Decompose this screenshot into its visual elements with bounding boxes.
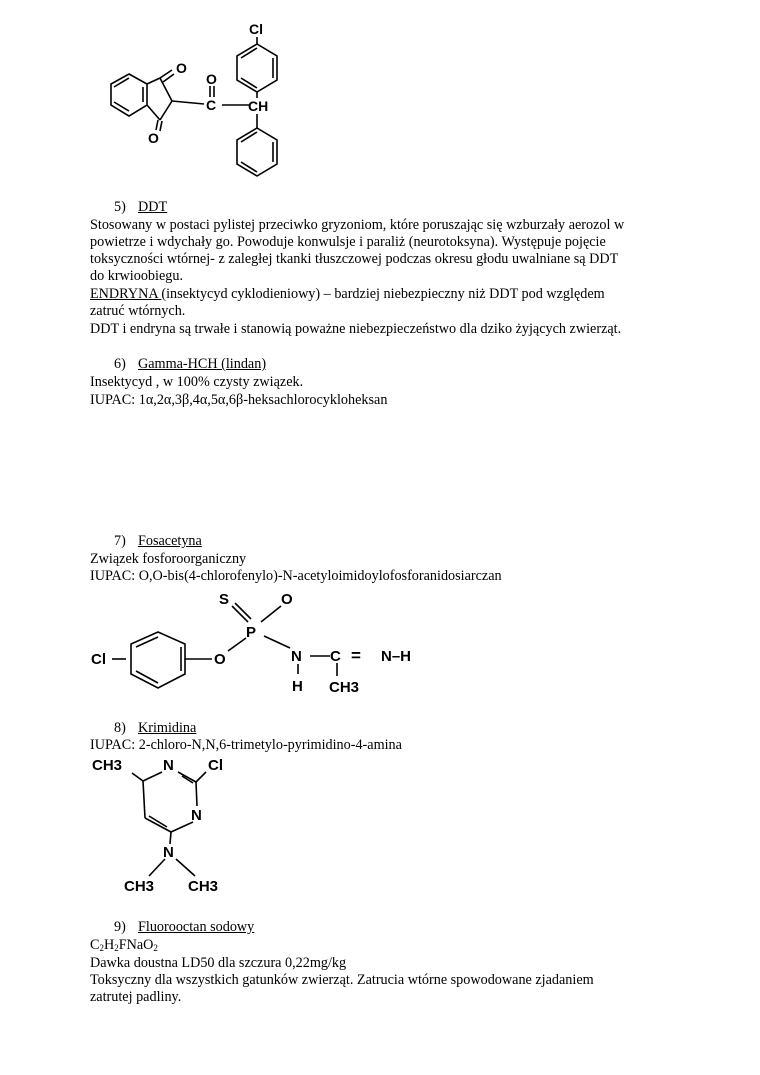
section-number: 8) bbox=[114, 720, 126, 736]
paragraph-line: do krwioobiegu. bbox=[90, 268, 183, 284]
atom-o-label: O bbox=[214, 651, 226, 668]
group-ch3-label: CH3 bbox=[92, 757, 123, 774]
atom-cl-label: Cl bbox=[208, 757, 223, 774]
section-number: 5) bbox=[114, 199, 126, 215]
double-bond-symbol: = bbox=[351, 646, 361, 665]
atom-o-label: O bbox=[281, 591, 293, 608]
atom-o-label: O bbox=[176, 60, 187, 76]
paragraph-line: Toksyczny dla wszystkich gatunków zwierząt. Zatrucia wtórne spowodowane zjadaniem bbox=[90, 972, 594, 988]
paragraph-line: zatruć wtórnych. bbox=[90, 303, 186, 319]
paragraph-line: IUPAC: 2-chloro-N,N,6-trimetylo-pyrimidino-4-amina bbox=[90, 737, 402, 753]
atom-c-label: C bbox=[206, 97, 217, 113]
section-title: Gamma-HCH (lindan) bbox=[138, 356, 267, 372]
section-heading-fluorooctan bbox=[114, 919, 254, 936]
paragraph-line: IUPAC: O,O-bis(4-chlorofenylo)-N-acetyloimidoylofosforanidosiarczan bbox=[90, 568, 502, 584]
chemical-formula: $C_2H_2FNaO_2$ bbox=[90, 937, 158, 953]
atom-s-label: S bbox=[219, 591, 230, 608]
group-ch3-label: CH3 bbox=[188, 878, 219, 895]
section-number: 7) bbox=[114, 533, 126, 549]
atom-n-label: N bbox=[291, 648, 302, 665]
section-title: DDT bbox=[138, 199, 168, 215]
atom-ch-label: CH bbox=[248, 98, 269, 114]
atom-n-label: N bbox=[191, 807, 202, 824]
section-heading-fosacetyna bbox=[114, 533, 202, 550]
paragraph-line: IUPAC: 1α,2α,3β,4α,5α,6β-heksachlorocykloheksan bbox=[90, 392, 388, 408]
paragraph-line bbox=[90, 286, 605, 303]
atom-n-label: N bbox=[163, 757, 174, 774]
paragraph-line: Insektycyd , w 100% czysty związek. bbox=[90, 374, 304, 390]
atom-p-label: P bbox=[246, 624, 257, 641]
section-number: 6) bbox=[114, 356, 126, 372]
atom-o-label: O bbox=[148, 130, 159, 146]
paragraph-line: Dawka doustna LD50 dla szczura 0,22mg/kg bbox=[90, 955, 347, 971]
atom-c-label: C bbox=[330, 648, 341, 665]
section-heading-lindan bbox=[114, 356, 266, 373]
atom-o-label: O bbox=[206, 71, 217, 87]
section-heading-ddt bbox=[114, 199, 167, 216]
group-ch3-label: CH3 bbox=[124, 878, 155, 895]
section-heading-krimidina bbox=[114, 720, 196, 737]
section-title: Fluorooctan sodowy bbox=[138, 919, 255, 935]
paragraph-line: powietrze i wdychały go. Powoduje konwulsje i paraliż (neurotoksyna). Występuje pojęcie bbox=[90, 234, 606, 250]
atom-nh-label: N–H bbox=[381, 648, 412, 665]
endryna-description: (insektycyd cyklodieniowy) – bardziej niebezpieczny niż DDT pod względem bbox=[161, 286, 605, 302]
structure-krimidina bbox=[88, 752, 238, 897]
term-endryna: ENDRYNA bbox=[90, 286, 162, 302]
atom-cl-label: Cl bbox=[91, 651, 106, 668]
group-ch3-label: CH3 bbox=[329, 679, 360, 696]
atom-cl-label: Cl bbox=[249, 21, 263, 37]
section-title: Krimidina bbox=[138, 720, 197, 736]
paragraph-line: Stosowany w postaci pylistej przeciwko gryzoniom, które poruszając się wzburzały aerozol w bbox=[90, 217, 625, 233]
atom-h-label: H bbox=[292, 678, 303, 695]
paragraph-line: toksyczności wtórnej- z zaległej tkanki tłuszczowej podczas okresu głodu uwalniane są DDT bbox=[90, 251, 619, 267]
structure-chlorophacinone bbox=[80, 12, 340, 192]
section-title: Fosacetyna bbox=[138, 533, 202, 549]
atom-n-label: N bbox=[163, 844, 174, 861]
structure-fosacetyna bbox=[85, 584, 445, 699]
section-number: 9) bbox=[114, 919, 126, 935]
paragraph-line: zatrutej padliny. bbox=[90, 989, 182, 1005]
paragraph-line: Związek fosforoorganiczny bbox=[90, 551, 247, 567]
paragraph-line: DDT i endryna są trwałe i stanowią poważne niebezpieczeństwo dla dziko żyjących zwierząt. bbox=[90, 321, 622, 337]
